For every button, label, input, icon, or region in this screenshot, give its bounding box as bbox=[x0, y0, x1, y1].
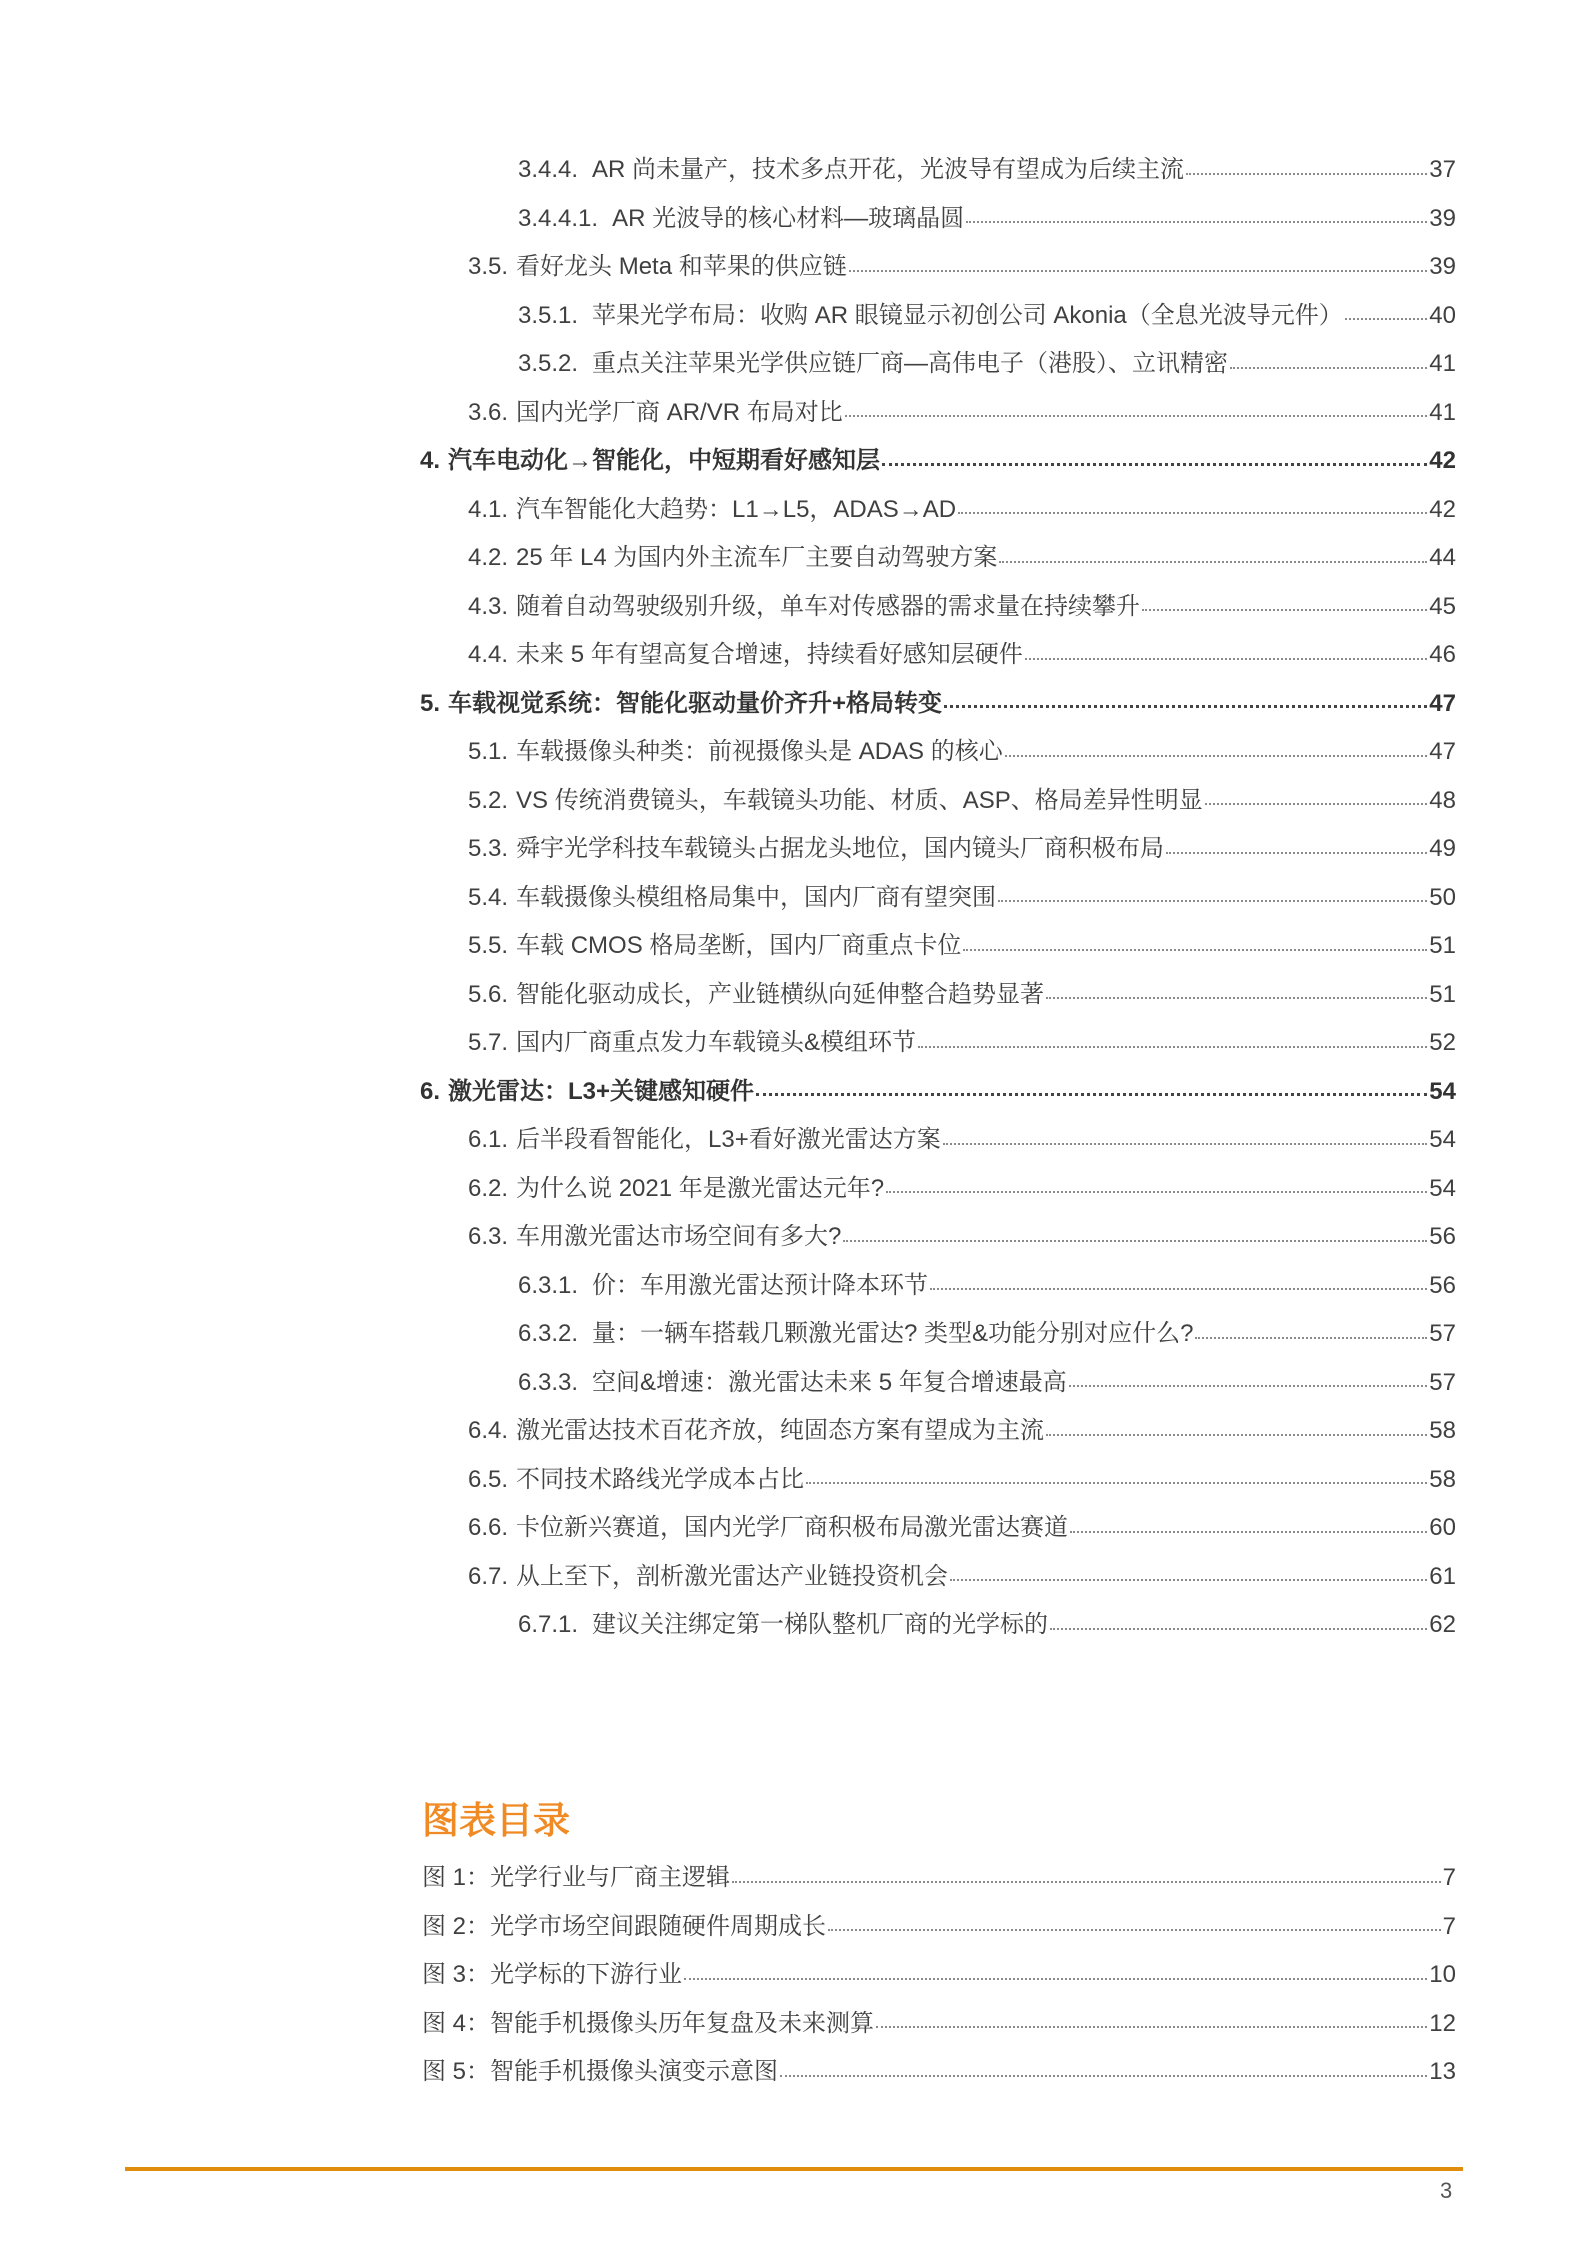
toc-entry-title: 随着自动驾驶级别升级，单车对传感器的需求量在持续攀升 bbox=[516, 592, 1141, 620]
toc-entry-number: 5.4. bbox=[468, 883, 509, 911]
toc-entry[interactable] bbox=[420, 292, 1456, 341]
toc-entry[interactable] bbox=[420, 1553, 1456, 1602]
toc-entry-number: 3.5. bbox=[468, 253, 509, 280]
toc-entry-title: 苹果光学布局：收购 AR 眼镜显示初创公司 Akonia（全息光波导元件） bbox=[592, 301, 1343, 329]
toc-entry-number: 5.2. bbox=[468, 786, 509, 814]
toc-entry-page: 61 bbox=[1429, 1562, 1456, 1590]
toc-entry[interactable] bbox=[420, 389, 1456, 438]
toc-entry[interactable] bbox=[420, 922, 1456, 971]
dot-leader bbox=[780, 2074, 1427, 2077]
toc-entry[interactable] bbox=[420, 1116, 1456, 1165]
toc-entry[interactable] bbox=[420, 1262, 1456, 1311]
toc-entry[interactable] bbox=[420, 728, 1456, 777]
toc-entry[interactable] bbox=[420, 437, 1456, 486]
toc-entry-number: 5. bbox=[420, 689, 441, 717]
dot-leader bbox=[843, 1239, 1427, 1242]
toc-entry[interactable] bbox=[420, 825, 1456, 874]
toc-entry-title: VS 传统消费镜头，车载镜头功能、材质、ASP、格局差异性明显 bbox=[516, 786, 1203, 814]
dot-leader bbox=[1069, 1384, 1428, 1387]
toc-entry-number: 4.2. bbox=[468, 544, 509, 571]
toc-entry[interactable] bbox=[420, 486, 1456, 535]
dot-leader bbox=[1142, 608, 1427, 611]
figures-heading: 图表目录 bbox=[422, 1800, 570, 1841]
toc-entry[interactable] bbox=[420, 1165, 1456, 1214]
toc-entry-page: 45 bbox=[1429, 592, 1456, 620]
dot-leader bbox=[876, 2025, 1427, 2028]
toc-entry-page: 62 bbox=[1429, 1611, 1456, 1638]
toc-entry-page: 51 bbox=[1429, 932, 1456, 959]
toc-entry-title: 激光雷达技术百花齐放，纯固态方案有望成为主流 bbox=[516, 1417, 1045, 1444]
toc-entry-page: 60 bbox=[1429, 1514, 1456, 1541]
figure-entry-label: 图 4： bbox=[422, 2009, 491, 2037]
dot-leader bbox=[950, 1578, 1427, 1581]
dot-leader bbox=[828, 1928, 1441, 1931]
toc-entry-title: 汽车电动化→智能化，中短期看好感知层 bbox=[448, 447, 881, 474]
dot-leader bbox=[1050, 1627, 1427, 1630]
toc-entry-title: 后半段看智能化，L3+看好激光雷达方案 bbox=[516, 1126, 941, 1153]
figure-entry-label: 图 3： bbox=[422, 1961, 491, 1988]
toc-entry[interactable] bbox=[420, 1068, 1456, 1117]
toc-entry-title: 车载摄像头种类：前视摄像头是 ADAS 的核心 bbox=[516, 738, 1003, 765]
dot-leader bbox=[1205, 802, 1428, 805]
toc-entry[interactable] bbox=[420, 874, 1456, 923]
toc-entry-number: 3.4.4.1. bbox=[518, 204, 599, 232]
figure-entry[interactable] bbox=[422, 2000, 1456, 2049]
figure-entry[interactable] bbox=[422, 1951, 1456, 2000]
dot-leader bbox=[806, 1481, 1427, 1484]
figure-entry[interactable] bbox=[422, 2048, 1456, 2097]
dot-leader bbox=[1186, 172, 1427, 175]
toc-entry-page: 54 bbox=[1429, 1077, 1456, 1105]
toc-entry[interactable] bbox=[420, 1213, 1456, 1262]
toc-entry-number: 6. bbox=[420, 1077, 441, 1105]
dot-leader bbox=[998, 899, 1427, 902]
dot-leader bbox=[882, 462, 1427, 466]
toc-entry-page: 47 bbox=[1429, 738, 1456, 765]
toc-entry-page: 41 bbox=[1429, 350, 1456, 377]
toc-entry-page: 42 bbox=[1429, 447, 1456, 474]
figure-entry-page: 7 bbox=[1442, 1912, 1456, 1940]
toc-entry-page: 51 bbox=[1429, 980, 1456, 1008]
toc-entry-page: 54 bbox=[1429, 1126, 1456, 1153]
figure-entry-label: 图 2： bbox=[422, 1912, 491, 1940]
toc-entry[interactable] bbox=[420, 971, 1456, 1020]
toc-entry-number: 6.7.1. bbox=[518, 1611, 579, 1638]
toc-entry-number: 4. bbox=[420, 447, 441, 474]
toc-entry-number: 5.6. bbox=[468, 980, 509, 1008]
dot-leader bbox=[886, 1190, 1427, 1193]
toc-entry[interactable] bbox=[420, 340, 1456, 389]
toc-entry-number: 6.3.3. bbox=[518, 1368, 579, 1396]
toc-entry-title: 激光雷达：L3+关键感知硬件 bbox=[448, 1077, 755, 1105]
toc-entry-title: 未来 5 年有望高复合增速，持续看好感知层硬件 bbox=[516, 641, 1023, 668]
toc-entry[interactable] bbox=[420, 680, 1456, 729]
toc-entry-title: 车载视觉系统：智能化驱动量价齐升+格局转变 bbox=[448, 689, 943, 717]
toc-entry-page: 37 bbox=[1429, 156, 1456, 183]
dot-leader bbox=[930, 1287, 1427, 1290]
toc-entry-number: 6.3.2. bbox=[518, 1320, 579, 1347]
toc-entry-number: 6.5. bbox=[468, 1465, 509, 1493]
toc-entry-number: 6.6. bbox=[468, 1514, 509, 1541]
figure-entry-label: 图 1： bbox=[422, 1864, 491, 1891]
toc-entry-page: 54 bbox=[1429, 1174, 1456, 1202]
toc-entry[interactable] bbox=[420, 1310, 1456, 1359]
toc-entry-number: 3.4.4. bbox=[518, 156, 579, 183]
dot-leader bbox=[1070, 1530, 1427, 1533]
dot-leader bbox=[1345, 317, 1428, 320]
toc-entry-title: 不同技术路线光学成本占比 bbox=[516, 1465, 805, 1493]
toc-entry-page: 39 bbox=[1429, 204, 1456, 232]
figure-entry-title: 智能手机摄像头演变示意图 bbox=[490, 2058, 779, 2085]
figure-entry-label: 图 5： bbox=[422, 2058, 491, 2085]
footer-rule bbox=[125, 2167, 1463, 2171]
dot-leader bbox=[1025, 657, 1428, 660]
toc-entry-title: 智能化驱动成长，产业链横纵向延伸整合趋势显著 bbox=[516, 980, 1045, 1008]
toc-entry-page: 39 bbox=[1429, 253, 1456, 280]
toc-entry-page: 47 bbox=[1429, 689, 1456, 717]
toc-entry-page: 58 bbox=[1429, 1417, 1456, 1444]
dot-leader bbox=[963, 948, 1427, 951]
toc-entry-page: 58 bbox=[1429, 1465, 1456, 1493]
toc-entry[interactable] bbox=[420, 243, 1456, 292]
toc-entry[interactable] bbox=[420, 1019, 1456, 1068]
figure-entry-page: 7 bbox=[1442, 1864, 1456, 1891]
table-of-contents bbox=[420, 146, 1456, 1650]
toc-entry[interactable] bbox=[420, 146, 1456, 195]
toc-entry-page: 56 bbox=[1429, 1223, 1456, 1250]
toc-entry-title: 建议关注绑定第一梯队整机厂商的光学标的 bbox=[592, 1611, 1049, 1638]
toc-entry-title: 舜宇光学科技车载镜头占据龙头地位，国内镜头厂商积极布局 bbox=[516, 835, 1165, 862]
dot-leader bbox=[1230, 366, 1427, 369]
toc-entry-title: 国内光学厂商 AR/VR 布局对比 bbox=[516, 398, 843, 426]
toc-entry-title: 车用激光雷达市场空间有多大? bbox=[516, 1223, 842, 1250]
toc-entry-title: 空间&增速：激光雷达未来 5 年复合增速最高 bbox=[592, 1368, 1067, 1396]
toc-entry[interactable] bbox=[420, 1601, 1456, 1650]
toc-entry-number: 3.6. bbox=[468, 398, 509, 426]
toc-entry-page: 46 bbox=[1429, 641, 1456, 668]
dot-leader bbox=[1195, 1336, 1427, 1339]
toc-entry[interactable] bbox=[420, 1407, 1456, 1456]
toc-entry[interactable] bbox=[420, 534, 1456, 583]
toc-entry-page: 52 bbox=[1429, 1029, 1456, 1056]
toc-entry-title: 为什么说 2021 年是激光雷达元年? bbox=[516, 1174, 885, 1202]
dot-leader bbox=[944, 704, 1427, 708]
toc-entry-title: 车载摄像头模组格局集中，国内厂商有望突围 bbox=[516, 883, 997, 911]
dot-leader bbox=[943, 1142, 1428, 1145]
toc-entry-title: AR 尚未量产，技术多点开花，光波导有望成为后续主流 bbox=[592, 156, 1185, 183]
toc-entry-number: 6.3. bbox=[468, 1223, 509, 1250]
toc-entry-number: 3.5.2. bbox=[518, 350, 579, 377]
dot-leader bbox=[1005, 754, 1428, 757]
toc-entry-number: 6.7. bbox=[468, 1562, 509, 1590]
toc-entry[interactable] bbox=[420, 1359, 1456, 1408]
toc-entry-page: 42 bbox=[1429, 495, 1456, 523]
toc-entry-number: 6.3.1. bbox=[518, 1271, 579, 1299]
dot-leader bbox=[966, 220, 1427, 223]
toc-entry-title: 25 年 L4 为国内外主流车厂主要自动驾驶方案 bbox=[516, 544, 998, 571]
toc-entry-title: AR 光波导的核心材料—玻璃晶圆 bbox=[612, 204, 965, 232]
toc-entry[interactable] bbox=[420, 1504, 1456, 1553]
toc-entry[interactable] bbox=[420, 1456, 1456, 1505]
dot-leader bbox=[958, 511, 1427, 514]
toc-entry-title: 汽车智能化大趋势：L1→L5，ADAS→AD bbox=[516, 495, 957, 523]
dot-leader bbox=[1046, 1433, 1427, 1436]
page-number: 3 bbox=[1440, 2178, 1453, 2203]
figure-entry[interactable] bbox=[422, 1854, 1456, 1903]
figure-entry-page: 10 bbox=[1429, 1961, 1456, 1988]
dot-leader bbox=[732, 1880, 1441, 1883]
toc-entry-number: 4.3. bbox=[468, 592, 509, 620]
figure-entry-title: 光学市场空间跟随硬件周期成长 bbox=[490, 1912, 827, 1940]
figure-entry-page: 13 bbox=[1429, 2058, 1456, 2085]
figure-entry[interactable] bbox=[422, 1903, 1456, 1952]
toc-entry-page: 57 bbox=[1429, 1368, 1456, 1396]
toc-entry[interactable] bbox=[420, 583, 1456, 632]
toc-entry[interactable] bbox=[420, 777, 1456, 826]
toc-entry-title: 车载 CMOS 格局垄断，国内厂商重点卡位 bbox=[516, 932, 962, 959]
figure-entry-page: 12 bbox=[1429, 2009, 1456, 2037]
figure-entry-title: 智能手机摄像头历年复盘及未来测算 bbox=[490, 2009, 875, 2037]
toc-entry-number: 5.3. bbox=[468, 835, 509, 862]
toc-entry-page: 49 bbox=[1429, 835, 1456, 862]
dot-leader bbox=[1166, 851, 1427, 854]
dot-leader bbox=[1046, 996, 1427, 999]
toc-entry-title: 重点关注苹果光学供应链厂商—高伟电子（港股）、立讯精密 bbox=[592, 350, 1229, 377]
toc-entry-title: 看好龙头 Meta 和苹果的供应链 bbox=[516, 253, 847, 280]
figure-entry-title: 光学标的下游行业 bbox=[490, 1961, 683, 1988]
toc-entry-page: 40 bbox=[1429, 301, 1456, 329]
toc-entry-title: 从上至下，剖析激光雷达产业链投资机会 bbox=[516, 1562, 949, 1590]
toc-entry-page: 41 bbox=[1429, 398, 1456, 426]
toc-entry-number: 5.5. bbox=[468, 932, 509, 959]
toc-entry-number: 3.5.1. bbox=[518, 301, 579, 329]
dot-leader bbox=[849, 269, 1428, 272]
dot-leader bbox=[756, 1092, 1427, 1096]
toc-entry[interactable] bbox=[420, 195, 1456, 244]
toc-entry-title: 量：一辆车搭载几颗激光雷达? 类型&功能分别对应什么? bbox=[592, 1320, 1194, 1347]
toc-entry-page: 56 bbox=[1429, 1271, 1456, 1299]
toc-entry-page: 48 bbox=[1429, 786, 1456, 814]
toc-entry-number: 4.1. bbox=[468, 495, 509, 523]
toc-entry-number: 6.4. bbox=[468, 1417, 509, 1444]
toc-entry-number: 5.7. bbox=[468, 1029, 509, 1056]
dot-leader bbox=[999, 560, 1427, 563]
toc-entry-number: 6.1. bbox=[468, 1126, 509, 1153]
toc-entry-page: 44 bbox=[1429, 544, 1456, 571]
toc-entry-title: 国内厂商重点发力车载镜头&模组环节 bbox=[516, 1029, 917, 1056]
toc-entry-number: 5.1. bbox=[468, 738, 509, 765]
toc-entry-number: 6.2. bbox=[468, 1174, 509, 1202]
dot-leader bbox=[918, 1045, 1427, 1048]
toc-entry-page: 57 bbox=[1429, 1320, 1456, 1347]
toc-entry-title: 卡位新兴赛道，国内光学厂商积极布局激光雷达赛道 bbox=[516, 1514, 1069, 1541]
toc-entry-page: 50 bbox=[1429, 883, 1456, 911]
figures-list bbox=[422, 1854, 1456, 2097]
toc-entry-number: 4.4. bbox=[468, 641, 509, 668]
toc-entry[interactable] bbox=[420, 631, 1456, 680]
toc-entry-title: 价：车用激光雷达预计降本环节 bbox=[592, 1271, 929, 1299]
dot-leader bbox=[684, 1977, 1427, 1980]
figure-entry-title: 光学行业与厂商主逻辑 bbox=[490, 1864, 731, 1891]
dot-leader bbox=[845, 414, 1428, 417]
